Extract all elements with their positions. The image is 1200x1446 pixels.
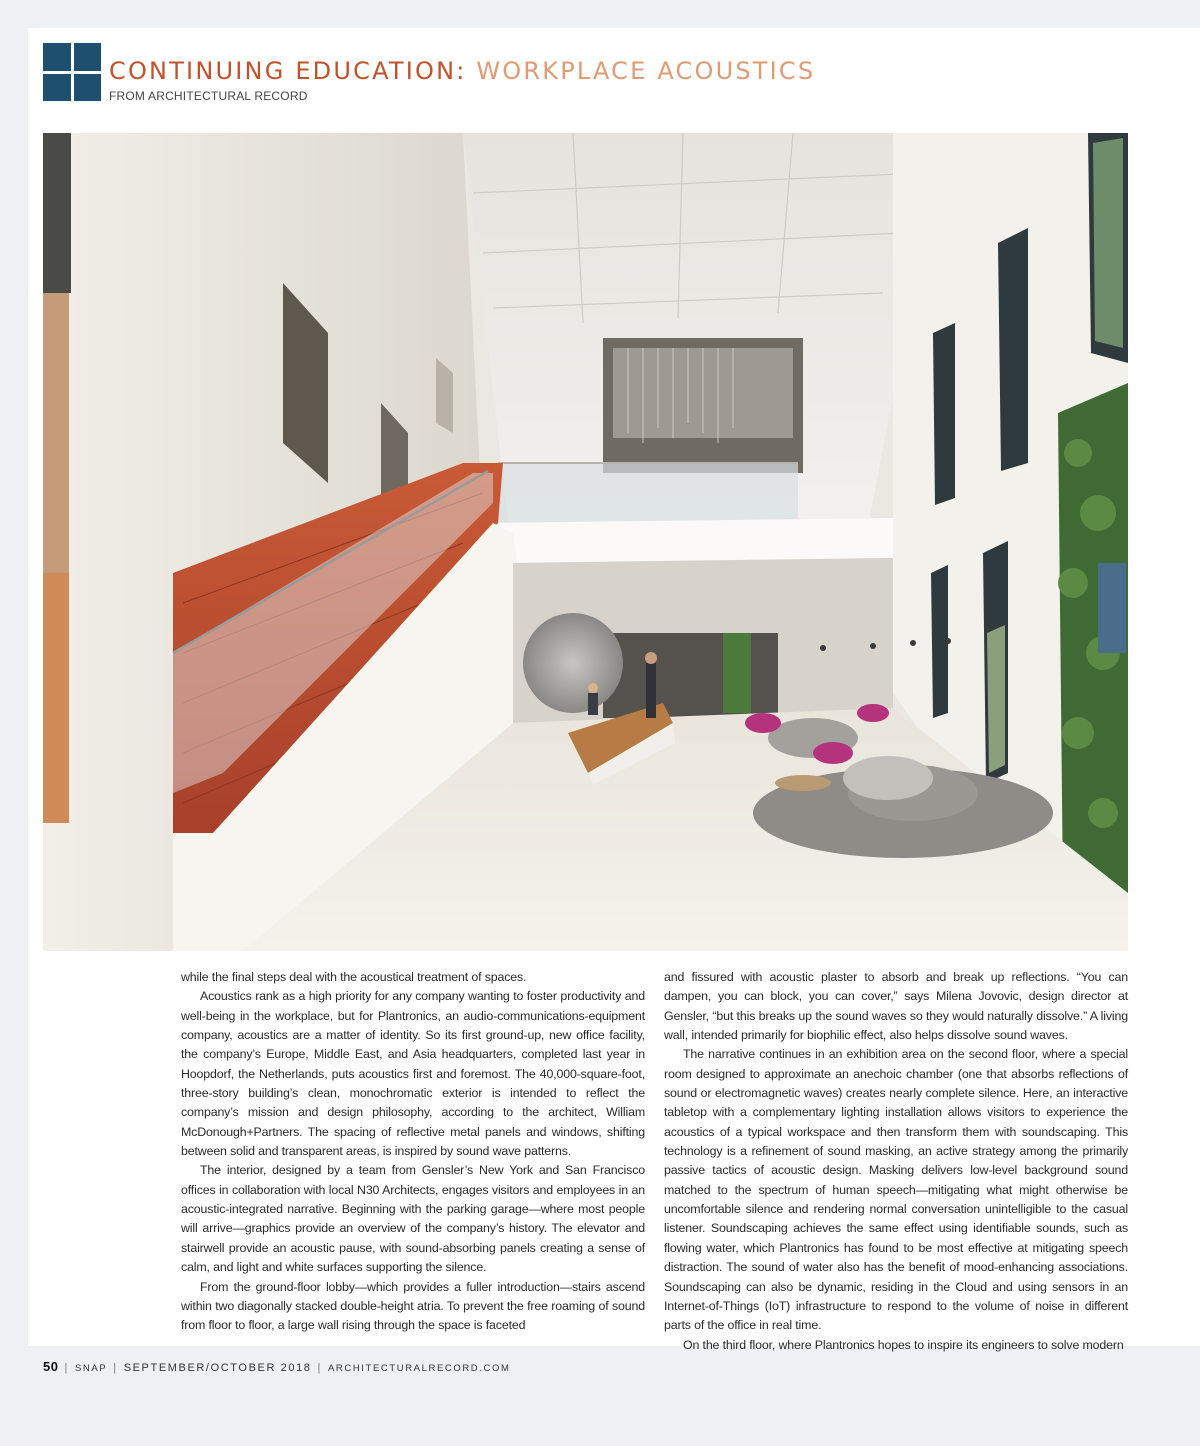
issue-date: SEPTEMBER/OCTOBER 2018 [123, 1362, 312, 1374]
paragraph: The narrative continues in an exhibition area on the second floor, where a special room designed to approximate an anechoic chamber (one that absorbs reflections of sound or electromagnetic waves) creates nearly complete silence. Here, an interactive tabletop with a complementary lighting installation allows visitors to experience the acoustics of a typical workspace and then transform them with soundscaping. This technology is a refinement of sound masking, an active strategy among the primarily passive tactics of acoustic design. Masking delivers low-level background sound matched to the spectrum of human speech—mitigating what might otherwise be uncomfortable silence and rendering normal conversation unintelligible to the casual listener. Soundscaping achieves the same effect using identifiable sounds, such as flowing water, which Plantronics has found to be most effective at mitigating speech distraction. The sound of water also has the benefit of mood-enhancing associations. Soundscaping can also be dynamic, residing in the Cloud and using sensors in an Internet-of-Things (IoT) infrastructure to respond to the volume of noise in different parts of the office in real time. [664, 1047, 1128, 1333]
paragraph: From the ground-floor lobby—which provides a fuller introduction—stairs ascend within two diagonally stacked double-height atria. To prevent the free roaming of sound from floor to floor, a large wall rising through the space is faceted [181, 1279, 645, 1333]
text-column-2 [664, 968, 1128, 1355]
website-link[interactable]: ARCHITECTURALRECORD.COM [327, 1363, 511, 1374]
title-part-1: CONTINUING EDUCATION: [109, 57, 467, 85]
logo-grid-icon [43, 43, 101, 101]
text-column-1 [181, 968, 645, 1336]
paragraph: while the final steps deal with the acoustical treatment of spaces. [181, 970, 527, 984]
paragraph: Acoustics rank as a high priority for any company wanting to foster productivity and well-being in the workplace, but for Plantronics, an audio-communications-equipment company, acoustics are a matter of identity. So its first ground-up, new office facility, the company’s Europe, Middle East, and Asia headquarters, completed last year in Hoopdorf, the Netherlands, puts acoustics first and foremost. The 40,000-square-foot, three-story building’s clean, monochromatic exterior is intended to reflect the company’s mission and design philosophy, according to the architect, William McDonough+Partners. The spacing of reflective metal panels and windows, shifting between solid and transparent areas, is inspired by sound wave patterns. [181, 989, 645, 1159]
atrium-photo [43, 133, 1128, 951]
title-part-2: WORKPLACE ACOUSTICS [476, 57, 816, 85]
page-title [109, 57, 815, 85]
page-footer: 50 | SNAP | SEPTEMBER/OCTOBER 2018 | ARCHITECTURALRECORD.COM [43, 1359, 511, 1374]
page-subtitle: FROM ARCHITECTURAL RECORD [109, 89, 308, 103]
paragraph: The interior, designed by a team from Gensler’s New York and San Francisco offices in collaboration with local N30 Architects, engages visitors and employees in an acoustic-integrated narrative. Beginning with the parking garage—where most people will arrive—graphics provide an overview of the company’s history. The elevator and stairwell provide an acoustic pause, with sound-absorbing panels creating a sense of calm, and light and white surfaces supporting the silence. [181, 1163, 645, 1275]
paragraph: and fissured with acoustic plaster to absorb and break up reflections. “You can dampen, you can block, you can cover,” says Milena Jovovic, design director at Gensler, “but this breaks up the sound waves so they would naturally dissolve.” A living wall, intended primarily for biophilic effect, also helps dissolve sound waves. [664, 970, 1128, 1043]
magazine-name: SNAP [74, 1363, 108, 1374]
page-number: 50 [43, 1359, 59, 1374]
paragraph: On the third floor, where Plantronics hopes to inspire its engineers to solve modern [683, 1337, 1124, 1352]
